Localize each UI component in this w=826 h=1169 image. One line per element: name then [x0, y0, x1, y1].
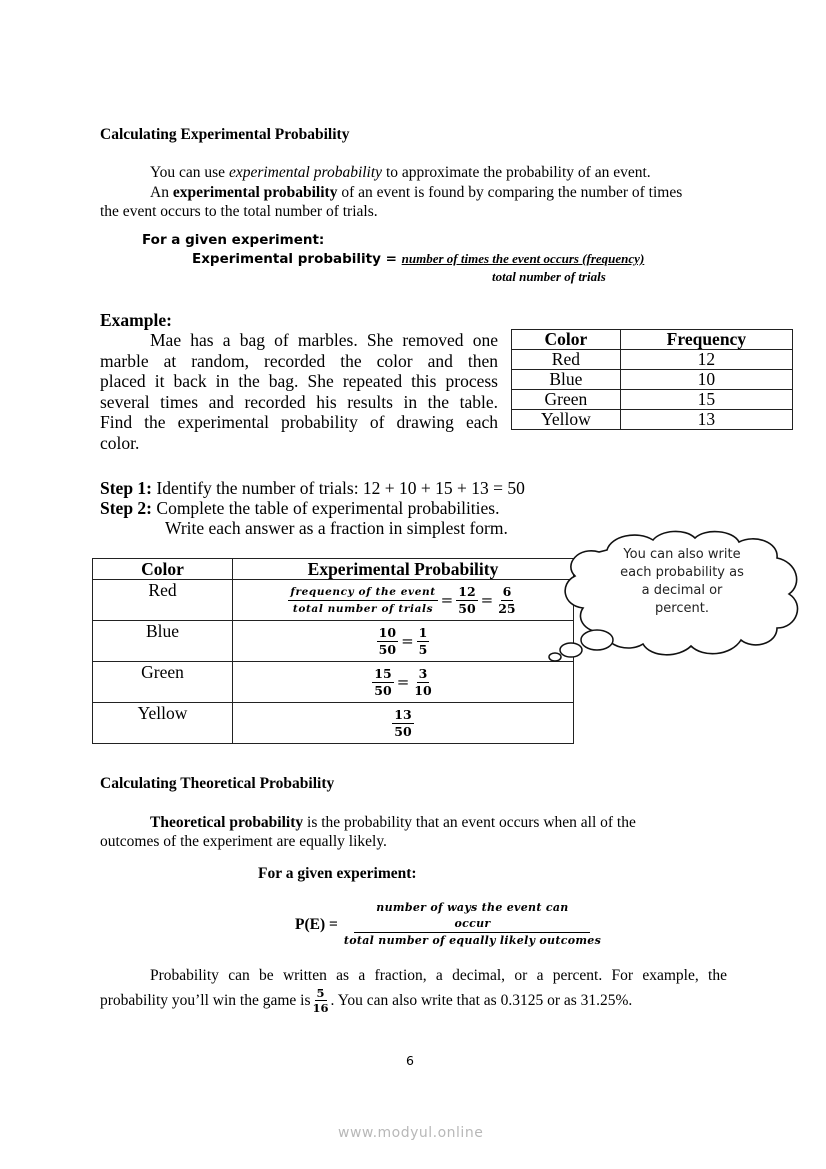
- cell-color: Red: [93, 580, 233, 621]
- formula-label: Experimental probability =: [192, 251, 402, 267]
- example-line: marble at random, recorded the color and then: [100, 350, 498, 371]
- fraction-numerator: number of ways the event can occur: [354, 900, 590, 933]
- page-number: 6: [406, 1053, 414, 1068]
- bubble-dot-small: [549, 653, 561, 661]
- fraction-numerator: 15: [374, 665, 392, 681]
- fraction-denominator: 50: [374, 682, 392, 698]
- table-header-row: [512, 330, 793, 350]
- closing-text: . You can also write that as 0.3125 or as 31.25%.: [330, 992, 633, 1009]
- formula-denominator: total number of trials: [492, 269, 606, 284]
- bubble-line: a decimal or: [641, 583, 723, 598]
- fraction-simplified: [417, 625, 430, 658]
- step-2: [100, 498, 499, 519]
- step-1: [100, 478, 525, 499]
- fraction: [392, 707, 413, 740]
- intro-text: You can use: [150, 164, 229, 181]
- example-line: Mae has a bag of marbles. She removed one: [150, 330, 498, 350]
- closing-line-2: [100, 986, 632, 1015]
- table-row: [93, 621, 574, 662]
- intro-italic-term: experimental probability: [228, 164, 383, 181]
- header-frequency: Frequency: [620, 330, 792, 350]
- table-row: [93, 580, 574, 621]
- fraction-denominator: total number of trials: [292, 602, 434, 615]
- table-row: [512, 370, 793, 390]
- theoretical-formula: [295, 900, 603, 949]
- fraction-numerator: 5: [316, 986, 325, 1000]
- fraction-numerator: frequency of the event: [288, 584, 437, 601]
- step-1-text: Identify the number of trials: 12 + 10 + 15 + 13 = 50: [152, 478, 525, 498]
- fraction: [456, 584, 477, 617]
- fraction-denominator: 50: [394, 723, 412, 739]
- fraction-simplified: [412, 666, 433, 699]
- bubble-dot-medium: [560, 643, 582, 657]
- cell-color: Blue: [93, 621, 233, 662]
- cell-frequency: 12: [620, 350, 792, 370]
- cell-color: Green: [93, 662, 233, 703]
- step-2-label: Step 2:: [100, 498, 153, 518]
- intro-line-3: the event occurs to the total number of trials.: [100, 203, 378, 220]
- fraction-numerator: 13: [394, 706, 412, 722]
- fraction-simplified: [496, 584, 517, 617]
- step-1-label: Step 1:: [100, 478, 153, 498]
- header-experimental-probability: Experimental Probability: [233, 559, 574, 580]
- cell-probability: [233, 703, 574, 744]
- fraction: [377, 625, 398, 658]
- cell-probability: [233, 621, 574, 662]
- cell-probability: [233, 662, 574, 703]
- example-paragraph: [100, 330, 498, 453]
- theoretical-line-2: outcomes of the experiment are equally likely.: [100, 833, 387, 850]
- intro-line-2: [150, 183, 682, 202]
- bubble-line: each probability as: [620, 565, 744, 580]
- table-row: [512, 390, 793, 410]
- experimental-formula: [192, 250, 644, 268]
- cell-frequency: 15: [620, 390, 792, 410]
- fraction-numerator: 3: [418, 665, 428, 681]
- closing-line-1: Probability can be written as a fraction, a decimal, or a percent. For example, the: [150, 967, 727, 984]
- table-header-row: [93, 559, 574, 580]
- formula-heading: For a given experiment:: [142, 232, 325, 248]
- intro-text: of an event is found by comparing the number of times: [337, 184, 683, 201]
- fraction-numerator: 6: [502, 583, 512, 599]
- step-2-text: Complete the table of experimental probabilities.: [152, 498, 500, 518]
- table-row: [512, 410, 793, 430]
- example-line: several times and recorded his results in the table.: [100, 391, 498, 412]
- intro-text: An: [150, 184, 173, 201]
- theoretical-text: is the probability that an event occurs when all of the: [303, 814, 636, 831]
- cell-probability: [233, 580, 574, 621]
- thought-bubble-text: [602, 546, 762, 618]
- section-title-experimental: Calculating Experimental Probability: [100, 126, 350, 143]
- fraction-denominator: 16: [312, 1001, 329, 1015]
- theoretical-formula-heading: For a given experiment:: [258, 865, 417, 882]
- step-2-subtext: Write each answer as a fraction in simplest form.: [165, 518, 508, 538]
- cell-color: Blue: [512, 370, 621, 390]
- fraction-numerator: 12: [458, 583, 476, 599]
- bubble-line: You can also write: [623, 547, 741, 562]
- cell-color: Red: [512, 350, 621, 370]
- closing-text: probability you’ll win the game is: [100, 992, 311, 1009]
- example-heading: Example:: [100, 310, 172, 330]
- cell-frequency: 13: [620, 410, 792, 430]
- fraction-example: [311, 986, 331, 1015]
- equals-sign: =: [480, 591, 494, 609]
- intro-line-1: [150, 163, 651, 182]
- example-line: color.: [100, 432, 140, 453]
- fraction-denominator: 50: [378, 641, 397, 657]
- table-row: [93, 703, 574, 744]
- example-line: placed it back in the bag. She repeated this process: [100, 371, 498, 391]
- fraction-numerator: 10: [378, 624, 397, 640]
- fraction-formula: [288, 584, 437, 617]
- fraction-numerator: 1: [418, 624, 428, 640]
- header-color: Color: [93, 559, 233, 580]
- equals-sign: =: [401, 632, 414, 650]
- probability-table: [92, 558, 574, 744]
- header-color: Color: [512, 330, 621, 350]
- equals-sign: =: [440, 591, 454, 609]
- theoretical-line-1: [150, 813, 636, 832]
- intro-text: to approximate the probability of an event.: [382, 164, 651, 181]
- theoretical-bold-term: Theoretical probability: [150, 814, 304, 831]
- intro-bold-term: experimental probability: [172, 184, 338, 201]
- fraction-denominator: 50: [458, 600, 476, 616]
- table-row: [512, 350, 793, 370]
- cell-color: Yellow: [512, 410, 621, 430]
- cell-frequency: 10: [620, 370, 792, 390]
- frequency-table: [511, 329, 793, 430]
- watermark: www.modyul.online: [338, 1125, 484, 1141]
- fraction-formula: [342, 900, 603, 949]
- formula-label: P(E) =: [295, 915, 338, 933]
- equals-sign: =: [396, 673, 410, 691]
- fraction-denominator: 10: [414, 682, 432, 698]
- bubble-line: percent.: [655, 601, 709, 616]
- fraction: [372, 666, 393, 699]
- fraction-denominator: total number of equally likely outcomes: [343, 934, 602, 947]
- cell-color: Green: [512, 390, 621, 410]
- bubble-dot-large: [581, 630, 613, 650]
- table-row: [93, 662, 574, 703]
- cell-color: Yellow: [93, 703, 233, 744]
- section-title-theoretical: Calculating Theoretical Probability: [100, 775, 335, 792]
- fraction-denominator: 25: [498, 600, 516, 616]
- fraction-denominator: 5: [418, 641, 428, 657]
- formula-numerator: number of times the event occurs (frequency): [401, 251, 645, 266]
- example-line: Find the experimental probability of drawing each: [100, 412, 498, 432]
